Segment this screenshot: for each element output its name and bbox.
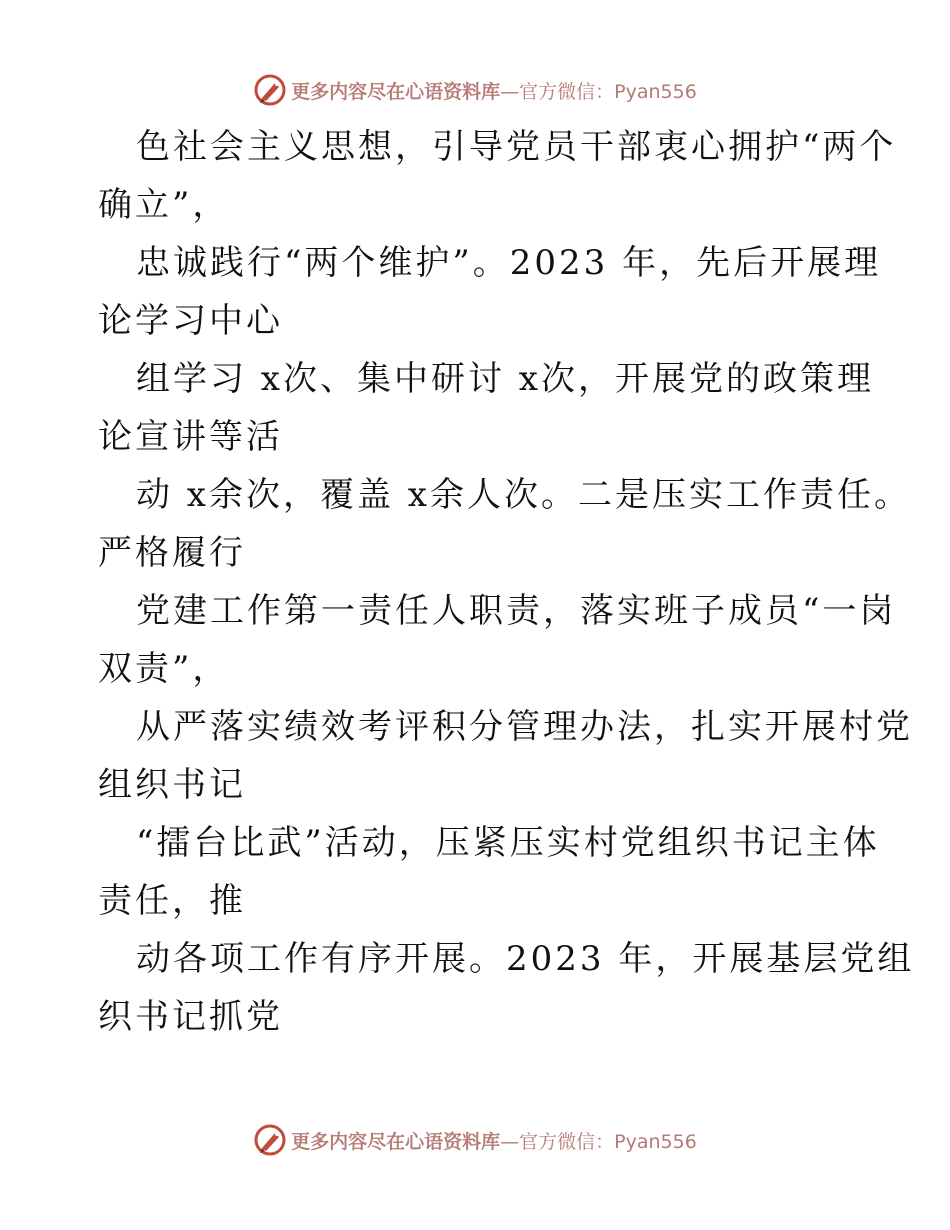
- text-line-4: 论学习中心: [98, 301, 283, 341]
- footer-contact-text: —官方微信：Pyan556: [500, 1130, 697, 1153]
- text-line-7: 动 x余次，覆盖 x余人次。二是压实工作责任。: [136, 475, 911, 515]
- text-line-12: 组织书记: [98, 765, 246, 805]
- text-line-6: 论宣讲等活: [98, 417, 283, 457]
- text-line-2: 确立”，: [98, 185, 230, 225]
- header-watermark: [0, 70, 950, 110]
- text-line-14: 责任，推: [98, 881, 246, 921]
- text-line-15: 动各项工作有序开展。2023 年，开展基层党组: [136, 939, 915, 979]
- document-body: [98, 118, 915, 1046]
- text-line-10: 双责”，: [98, 649, 230, 689]
- text-line-16: 织书记抓党: [98, 997, 283, 1037]
- footer-brand-text: 更多内容尽在心语资料库: [291, 1130, 501, 1153]
- header-brand-text: 更多内容尽在心语资料库: [291, 80, 501, 103]
- text-line-11: 从严落实绩效考评积分管理办法，扎实开展村党: [136, 707, 913, 747]
- footer-watermark: [0, 1120, 950, 1160]
- text-line-1: 色社会主义思想，引导党员干部衷心拥护“两个: [136, 127, 897, 167]
- text-line-3: 忠诚践行“两个维护”。2023 年，先后开展理: [136, 243, 882, 283]
- text-line-8: 严格履行: [98, 533, 246, 573]
- text-line-13: “擂台比武”活动，压紧压实村党组织书记主体: [136, 823, 880, 863]
- pen-logo-icon: [253, 73, 287, 107]
- header-contact-text: —官方微信：Pyan556: [500, 80, 697, 103]
- text-line-5: 组学习 x次、集中研讨 x次，开展党的政策理: [136, 359, 874, 399]
- pen-logo-icon: [253, 1123, 287, 1157]
- text-line-9: 党建工作第一责任人职责，落实班子成员“一岗: [136, 591, 897, 631]
